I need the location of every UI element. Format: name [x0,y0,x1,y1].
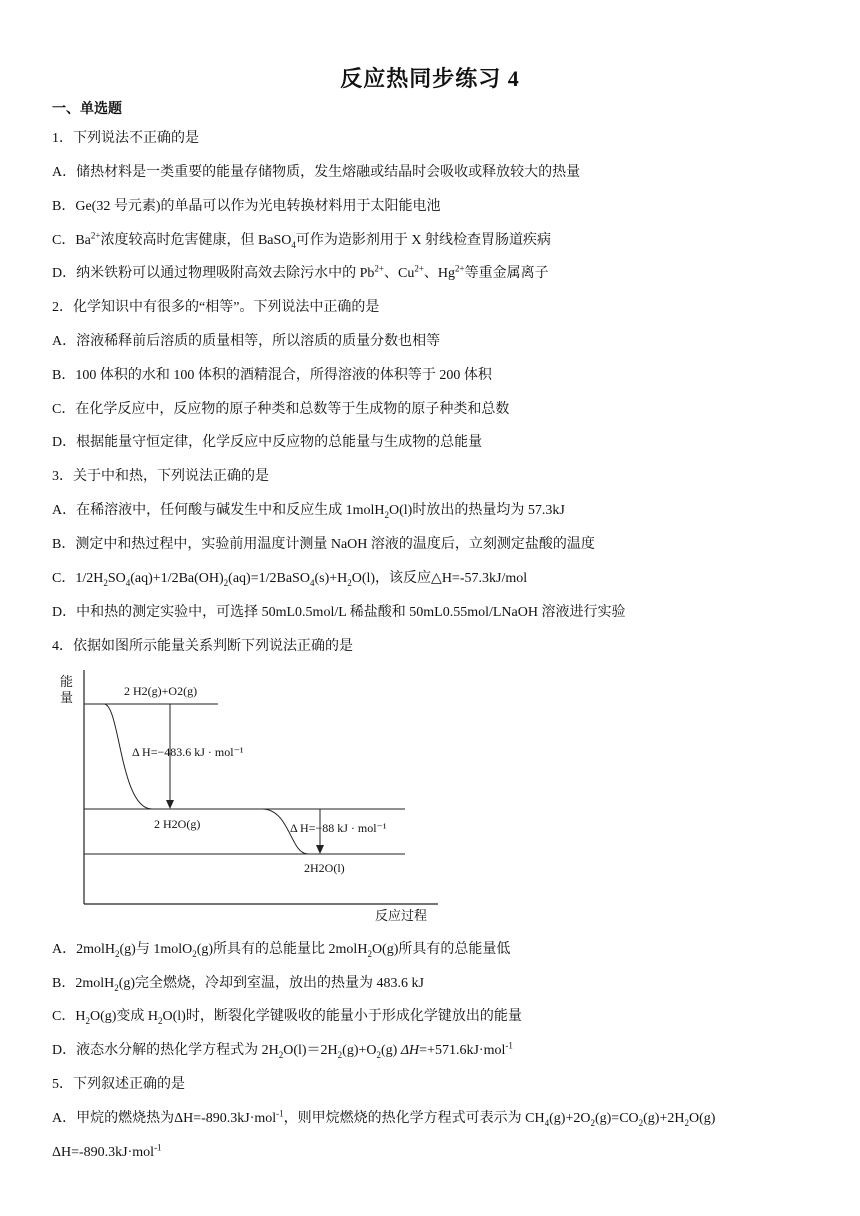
q2-option-c: C．在化学反应中，反应物的原子种类和总数等于生成物的原子种类和总数 [52,402,510,417]
page-title: 反应热同步练习 4 [340,66,520,91]
q5-option-a: A．甲烷的燃烧热为ΔH=-890.3kJ·mol$^{-1}$，则甲烷燃烧的热化学方程式可表示为 $CH_4(g)+2O_2(g)=CO_2(g)+2H_2O(g)$ [52,1108,716,1128]
q3-option-d: D．中和热的测定实验中，可选择 50mL0.5mol/L 稀盐酸和 50mL0.55mol/LNaOH 溶液进行实验 [52,605,626,620]
level-label-reactants: 2 H2(g)+O2(g) [124,684,198,698]
q4-stem: 4．依据如图所示能量关系判断下列说法正确的是 [52,639,353,654]
q2-option-a: A．溶液稀释前后溶质的质量相等，所以溶质的质量分数也相等 [52,334,441,349]
q1-option-d: D．纳米铁粉可以通过物理吸附高效去除污水中的 $Pb^{2+}$、$Cu^{2+}$、$Hg^{2+}$等重金属离子 [52,263,549,281]
dh2-arrowhead [316,845,324,854]
dh1-label: Δ H=−483.6 kJ · mol⁻¹ [132,745,244,759]
dh1-arrowhead [166,800,174,809]
q2-option-d: D．根据能量守恒定律，化学反应中反应物的总能量与生成物的总能量 [52,435,483,450]
q2-option-b: B．100 体积的水和 100 体积的酒精混合，所得溶液的体积等于 200 体积 [52,368,492,383]
q3-option-a: A．在稀溶液中，任何酸与碱发生中和反应生成 1molH$_2$O(l)时放出的热量均为 57.3kJ [52,503,565,520]
q4-option-d: D．液态水分解的热化学方程式为 $2H_2O(l)=2H_2(g)+O_2(g)$ ΔH=+571.6kJ·mol$^{-1}$ [52,1040,513,1060]
x-axis-label: 反应过程 [375,908,428,923]
energy-diagram [52,666,442,926]
q5-stem: 5．下列叙述正确的是 [52,1077,185,1092]
q1-option-a: A．储热材料是一类重要的能量存储物质，发生熔融或结晶时会吸收或释放较大的热量 [52,165,581,180]
q5-option-a-continued: ΔH=-890.3kJ·mol$^{-1}$ [52,1142,162,1160]
q4-option-c: C．$H_2O(g)$变成 $H_2O(l)$时，断裂化学键吸收的能量小于形成化学键放出的能量 [52,1009,522,1026]
dh2-label: Δ H=−88 kJ · mol⁻¹ [290,821,387,835]
q1-option-b: B．Ge(32 号元素)的单晶可以作为光电转换材料用于太阳能电池 [52,199,441,214]
y-axis-label-2: 量 [60,690,74,705]
q1-option-c: C．$Ba^{2+}$浓度较高时危害健康，但 BaSO$_4$可作为造影剂用于 X 射线检查胃肠道疾病 [52,230,552,250]
section-heading: 一、单选题 [52,102,122,117]
q1-stem: 1．下列说法不正确的是 [52,131,199,146]
q4-option-a: A．2molH$_2$(g)与 1molO$_2$(g)所具有的总能量比 2molH$_2$O(g)所具有的总能量低 [52,942,511,959]
level-label-water-liquid: 2H2O(l) [304,861,345,875]
q3-option-b: B．测定中和热过程中，实验前用温度计测量 NaOH 溶液的温度后，立刻测定盐酸的温度 [52,537,595,552]
level-label-water-gas: 2 H2O(g) [154,817,201,831]
y-axis-label-1: 能 [60,674,74,689]
q2-stem: 2．化学知识中有很多的“相等”。下列说法中正确的是 [52,300,380,315]
q3-option-c: C．$1/2H_2SO_4(aq)+1/2Ba(OH)_2(aq)=1/2BaSO_4(s)+H_2O(l)$，该反应△H=-57.3kJ/mol [52,571,528,588]
q3-stem: 3．关于中和热，下列说法正确的是 [52,469,269,484]
q4-option-b: B．2molH$_2$(g)完全燃烧，冷却到室温，放出的热量为 483.6 kJ [52,976,425,993]
